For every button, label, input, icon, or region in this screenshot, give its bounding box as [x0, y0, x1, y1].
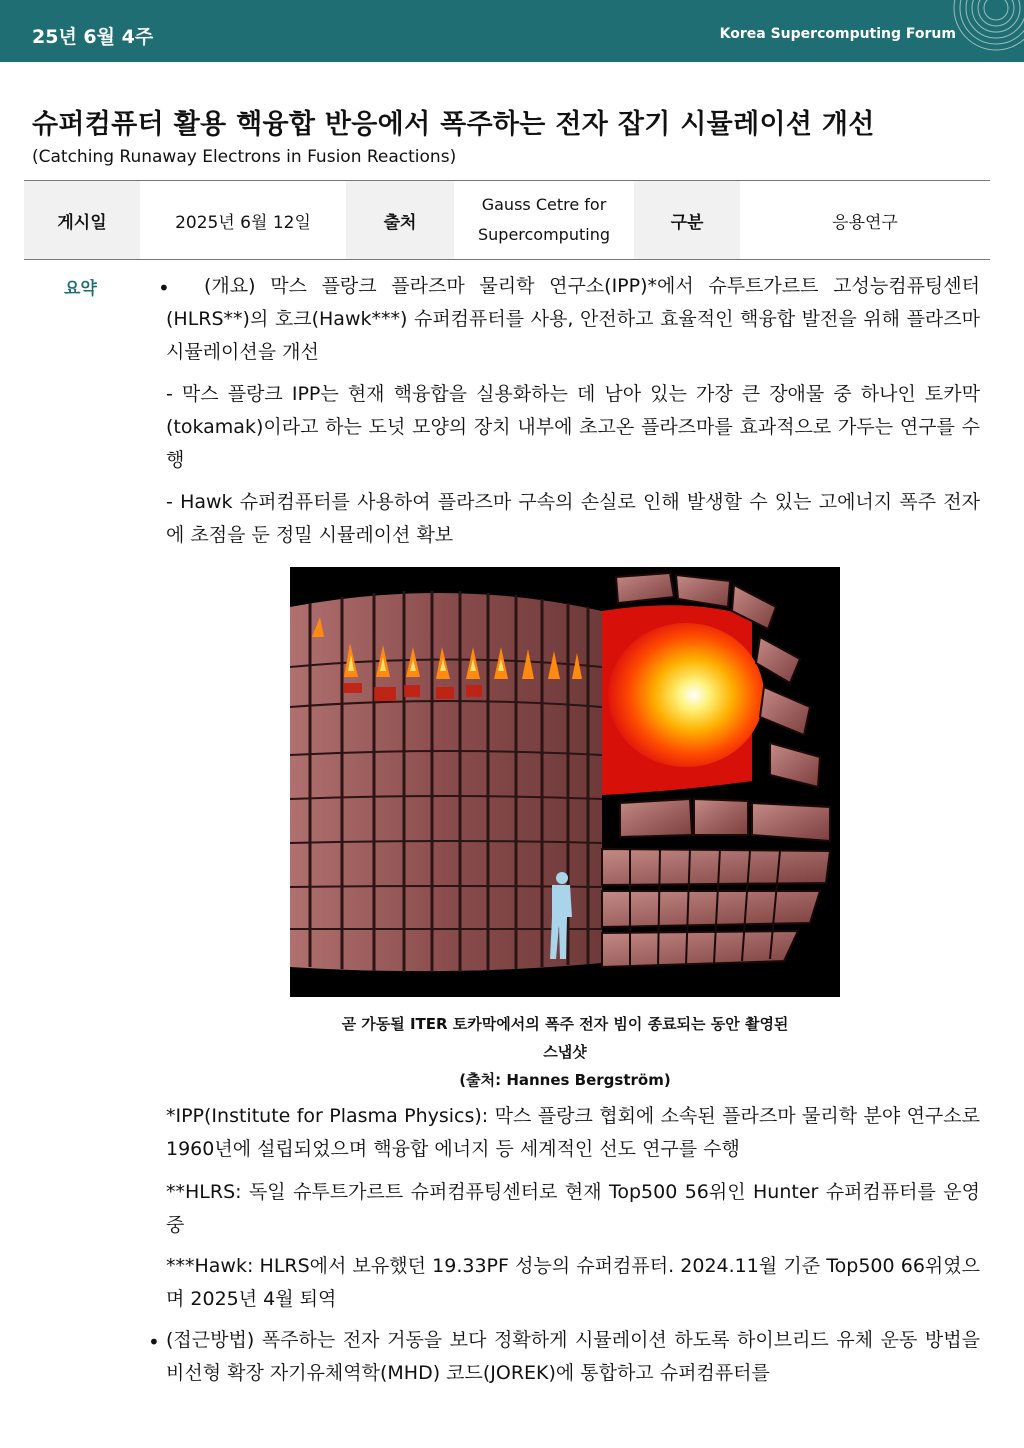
caption-line2: 스냅샷 [543, 1043, 587, 1061]
tokamak-illustration [290, 567, 840, 997]
footnote-hlrs: **HLRS: 독일 슈투트가르트 슈퍼컴퓨팅센터로 현재 Top500 56위인 Hunter 슈퍼컴퓨터를 운영중 [166, 1181, 980, 1236]
figure-caption [290, 1010, 840, 1094]
summary-approach: (접근방법) 폭주하는 전자 거동을 보다 정확하게 시뮬레이션 하도록 하이브리드 유체 운동 방법을 비선형 확장 자기유체역학(MHD) 코드(JOREK)에 통합하고 슈퍼컴퓨터를 [166, 1329, 980, 1384]
footnote-hawk: ***Hawk: HLRS에서 보유했던 19.33PF 성능의 슈퍼컴퓨터. 2024.11월 기준 Top500 66위였으며 2025년 4월 퇴역 [166, 1255, 980, 1310]
bullet-icon: • [148, 1330, 160, 1354]
article-title: 슈퍼컴퓨터 활용 핵융합 반응에서 폭주하는 전자 잡기 시뮬레이션 개선 [32, 109, 875, 140]
caption-line1: 곧 가동될 ITER 토카막에서의 폭주 전자 빔이 종료되는 동안 촬영된 [341, 1015, 789, 1033]
source-label: 출처 [346, 181, 454, 259]
forum-name: Korea Supercomputing Forum [719, 26, 956, 42]
issue-week: 25년 6월 4주 [32, 26, 154, 48]
article-subtitle: (Catching Runaway Electrons in Fusion Reactions) [32, 147, 457, 167]
date-value: 2025년 6월 12일 [175, 212, 311, 233]
header-bar [0, 0, 1024, 62]
source-value-line2: Supercomputing [477, 225, 610, 244]
footnote-ipp: *IPP(Institute for Plasma Physics): 막스 플랑크 협회에 소속된 플라즈마 물리학 분야 연구소로 1960년에 설립되었으며 핵융합 에너지 등 세계적인 선도 연구를 수행 [166, 1105, 980, 1160]
date-label: 게시일 [24, 181, 140, 259]
meta-table [24, 180, 990, 260]
tokamak-figure [290, 567, 840, 997]
wave-logo-icon [934, 0, 1024, 62]
bullet-icon: • [158, 276, 170, 300]
summary-label: 요약 [64, 279, 97, 299]
source-value-line1: Gauss Cetre for [481, 195, 607, 214]
summary-overview: (개요) 막스 플랑크 플라즈마 물리학 연구소(IPP)*에서 슈투트가르트 고성능컴퓨팅센터(HLRS**)의 호크(Hawk***) 슈퍼컴퓨터를 사용, 안전하고 효율적인 핵융합 발전을 위해 플라즈마 시뮬레이션을 개선 [166, 275, 980, 363]
category-value: 응용연구 [832, 212, 898, 233]
caption-credit: (출처: Hannes Bergström) [459, 1071, 671, 1089]
category-label: 구분 [634, 181, 740, 259]
summary-detail-2: - Hawk 슈퍼컴퓨터를 사용하여 플라즈마 구속의 손실로 인해 발생할 수 있는 고에너지 폭주 전자에 초점을 둔 정밀 시뮬레이션 확보 [166, 491, 980, 546]
summary-detail-1: - 막스 플랑크 IPP는 현재 핵융합을 실용화하는 데 남아 있는 가장 큰 장애물 중 하나인 토카막(tokamak)이라고 하는 도넛 모양의 장치 내부에 초고온 플라즈마를 효과적으로 가두는 연구를 수행 [166, 383, 980, 471]
source-value [454, 181, 634, 259]
